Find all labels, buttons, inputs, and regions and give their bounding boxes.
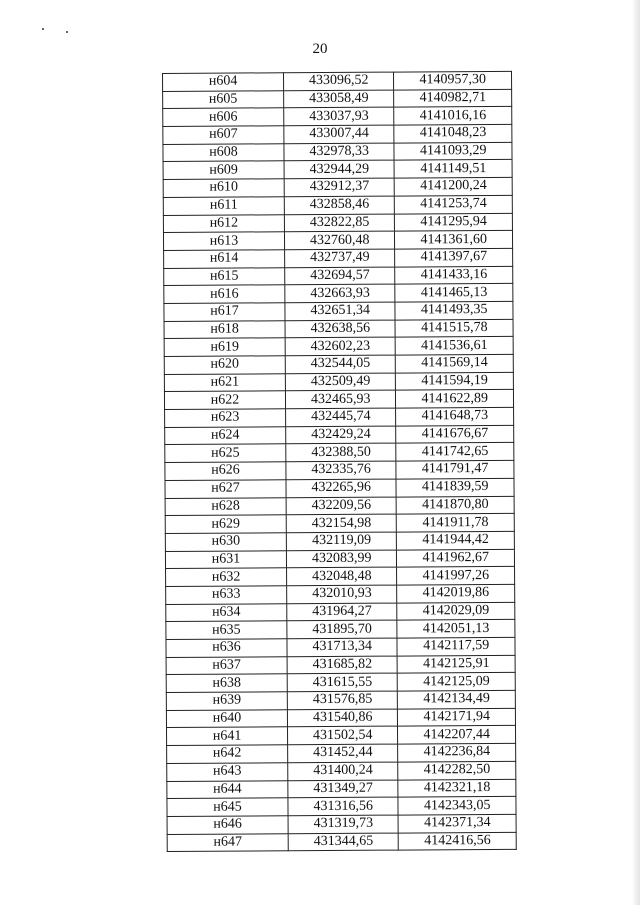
x-coordinate-cell: 432822,85 bbox=[284, 214, 395, 232]
x-coordinate-cell: 431400,24 bbox=[288, 762, 399, 780]
x-coordinate-cell: 432154,98 bbox=[286, 514, 397, 532]
table-row bbox=[164, 390, 513, 410]
point-id-cell: н611 bbox=[163, 197, 284, 215]
point-id-cell: н632 bbox=[166, 568, 287, 586]
point-id-cell: н630 bbox=[165, 533, 286, 551]
y-coordinate-cell: 4141911,78 bbox=[397, 514, 515, 532]
table-row bbox=[166, 637, 515, 657]
table-row bbox=[166, 584, 515, 604]
x-coordinate-cell: 431319,73 bbox=[288, 815, 399, 833]
table-row bbox=[164, 266, 513, 286]
x-coordinate-cell: 431713,34 bbox=[287, 638, 398, 656]
y-coordinate-cell: 4142125,09 bbox=[398, 673, 516, 691]
table-row bbox=[165, 407, 514, 427]
point-id-cell: н609 bbox=[163, 161, 284, 179]
x-coordinate-cell: 432760,48 bbox=[284, 231, 395, 249]
x-coordinate-cell: 431540,86 bbox=[287, 709, 398, 727]
point-id-cell: н621 bbox=[164, 373, 285, 391]
y-coordinate-cell: 4141361,60 bbox=[395, 231, 513, 249]
point-id-cell: н617 bbox=[164, 303, 285, 321]
y-coordinate-cell: 4142236,84 bbox=[398, 743, 516, 761]
y-coordinate-cell: 4141465,13 bbox=[395, 284, 513, 302]
y-coordinate-cell: 4142343,05 bbox=[398, 797, 516, 815]
y-coordinate-cell: 4142125,91 bbox=[398, 655, 516, 673]
x-coordinate-cell: 431576,85 bbox=[287, 691, 398, 709]
y-coordinate-cell: 4141515,78 bbox=[395, 319, 513, 337]
y-coordinate-cell: 4141295,94 bbox=[395, 213, 513, 231]
table-row bbox=[163, 231, 512, 251]
point-id-cell: н635 bbox=[166, 621, 287, 639]
point-id-cell: н643 bbox=[167, 763, 288, 781]
point-id-cell: н639 bbox=[166, 692, 287, 710]
table-row bbox=[167, 832, 516, 852]
table-row bbox=[165, 496, 514, 516]
x-coordinate-cell: 432912,37 bbox=[284, 178, 395, 196]
point-id-cell: н614 bbox=[164, 250, 285, 268]
point-id-cell: н636 bbox=[166, 639, 287, 657]
x-coordinate-cell: 432858,46 bbox=[284, 196, 395, 214]
y-coordinate-cell: 4142416,56 bbox=[399, 832, 517, 850]
x-coordinate-cell: 431316,56 bbox=[288, 797, 399, 815]
x-coordinate-cell: 431349,27 bbox=[288, 780, 399, 798]
table-row bbox=[163, 142, 512, 162]
table-row bbox=[165, 478, 514, 498]
x-coordinate-cell: 432048,48 bbox=[287, 567, 398, 585]
table-row bbox=[166, 673, 515, 693]
y-coordinate-cell: 4141742,65 bbox=[396, 443, 514, 461]
y-coordinate-cell: 4141433,16 bbox=[395, 266, 513, 284]
point-id-cell: н633 bbox=[166, 586, 287, 604]
x-coordinate-cell: 431344,65 bbox=[288, 833, 399, 851]
table-row bbox=[164, 372, 513, 392]
table-row bbox=[163, 177, 512, 197]
point-id-cell: н647 bbox=[167, 833, 288, 851]
x-coordinate-cell: 433037,93 bbox=[284, 107, 395, 125]
x-coordinate-cell: 432509,49 bbox=[285, 373, 396, 391]
x-coordinate-cell: 432544,05 bbox=[285, 355, 396, 373]
table-row bbox=[166, 708, 515, 728]
table-row bbox=[164, 248, 513, 268]
x-coordinate-cell: 432663,93 bbox=[285, 284, 396, 302]
x-coordinate-cell: 432465,93 bbox=[285, 390, 396, 408]
point-id-cell: н620 bbox=[164, 356, 285, 374]
y-coordinate-cell: 4142029,09 bbox=[397, 602, 515, 620]
table-row bbox=[167, 797, 516, 817]
y-coordinate-cell: 4141648,73 bbox=[396, 407, 514, 425]
page-number: 20 bbox=[312, 41, 328, 57]
x-coordinate-cell: 431502,54 bbox=[287, 727, 398, 745]
x-coordinate-cell: 432335,76 bbox=[286, 461, 397, 479]
point-id-cell: н607 bbox=[163, 126, 284, 144]
scan-speck bbox=[42, 28, 44, 30]
table-row bbox=[163, 124, 512, 144]
y-coordinate-cell: 4142117,59 bbox=[397, 637, 515, 655]
point-id-cell: н622 bbox=[164, 391, 285, 409]
y-coordinate-cell: 4141493,35 bbox=[395, 301, 513, 319]
y-coordinate-cell: 4141016,16 bbox=[394, 107, 512, 125]
table-row bbox=[167, 779, 516, 799]
point-id-cell: н608 bbox=[163, 144, 284, 162]
table-row bbox=[163, 71, 512, 91]
table-row bbox=[164, 319, 513, 339]
y-coordinate-cell: 4141569,14 bbox=[396, 354, 514, 372]
point-id-cell: н619 bbox=[164, 338, 285, 356]
y-coordinate-cell: 4141791,47 bbox=[396, 460, 514, 478]
table-row bbox=[165, 443, 514, 463]
x-coordinate-cell: 432978,33 bbox=[284, 143, 395, 161]
scan-speck bbox=[66, 31, 68, 33]
x-coordinate-cell: 431615,55 bbox=[287, 673, 398, 691]
table-row bbox=[163, 89, 512, 109]
table-row bbox=[164, 337, 513, 357]
x-coordinate-cell: 432737,49 bbox=[285, 249, 396, 267]
x-coordinate-cell: 432638,56 bbox=[285, 320, 396, 338]
x-coordinate-cell: 431452,44 bbox=[288, 744, 399, 762]
point-id-cell: н638 bbox=[166, 674, 287, 692]
y-coordinate-cell: 4141594,19 bbox=[396, 372, 514, 390]
y-coordinate-cell: 4142134,49 bbox=[398, 690, 516, 708]
table-row bbox=[167, 726, 516, 746]
table-row bbox=[165, 549, 514, 569]
point-id-cell: н646 bbox=[167, 816, 288, 834]
x-coordinate-cell: 432694,57 bbox=[285, 267, 396, 285]
point-id-cell: н625 bbox=[165, 444, 286, 462]
point-id-cell: н631 bbox=[165, 550, 286, 568]
y-coordinate-cell: 4142019,86 bbox=[397, 584, 515, 602]
table-row bbox=[165, 425, 514, 445]
x-coordinate-cell: 432429,24 bbox=[286, 426, 397, 444]
point-id-cell: н616 bbox=[164, 285, 285, 303]
x-coordinate-cell: 432445,74 bbox=[286, 408, 397, 426]
point-id-cell: н637 bbox=[166, 656, 287, 674]
y-coordinate-cell: 4141536,61 bbox=[396, 337, 514, 355]
point-id-cell: н642 bbox=[167, 745, 288, 763]
point-id-cell: н612 bbox=[163, 214, 284, 232]
y-coordinate-cell: 4141253,74 bbox=[395, 195, 513, 213]
point-id-cell: н624 bbox=[165, 427, 286, 445]
y-coordinate-cell: 4140957,30 bbox=[394, 71, 512, 89]
x-coordinate-cell: 432651,34 bbox=[285, 302, 396, 320]
point-id-cell: н640 bbox=[166, 709, 287, 727]
x-coordinate-cell: 432265,96 bbox=[286, 479, 397, 497]
y-coordinate-cell: 4141397,67 bbox=[395, 248, 513, 266]
y-coordinate-cell: 4142371,34 bbox=[399, 814, 517, 832]
y-coordinate-cell: 4141622,89 bbox=[396, 390, 514, 408]
y-coordinate-cell: 4141839,59 bbox=[396, 478, 514, 496]
point-id-cell: н626 bbox=[165, 462, 286, 480]
point-id-cell: н628 bbox=[165, 497, 286, 515]
table-row bbox=[166, 602, 515, 622]
x-coordinate-cell: 432010,93 bbox=[287, 585, 398, 603]
table-row bbox=[163, 160, 512, 180]
y-coordinate-cell: 4142051,13 bbox=[397, 620, 515, 638]
y-coordinate-cell: 4141200,24 bbox=[395, 177, 513, 195]
x-coordinate-cell: 431685,82 bbox=[287, 656, 398, 674]
table-row bbox=[166, 690, 515, 710]
table-row bbox=[163, 195, 512, 215]
y-coordinate-cell: 4141048,23 bbox=[394, 124, 512, 142]
x-coordinate-cell: 431895,70 bbox=[287, 620, 398, 638]
y-coordinate-cell: 4141093,29 bbox=[394, 142, 512, 160]
point-id-cell: н641 bbox=[167, 727, 288, 745]
point-id-cell: н618 bbox=[164, 320, 285, 338]
table-row bbox=[165, 514, 514, 534]
x-coordinate-cell: 433007,44 bbox=[284, 125, 395, 143]
y-coordinate-cell: 4141962,67 bbox=[397, 549, 515, 567]
point-id-cell: н610 bbox=[163, 179, 284, 197]
table-row bbox=[163, 107, 512, 127]
table-row bbox=[167, 814, 516, 834]
table-row bbox=[164, 284, 513, 304]
y-coordinate-cell: 4141944,42 bbox=[397, 531, 515, 549]
table-row bbox=[166, 620, 515, 640]
table-row bbox=[167, 761, 516, 781]
x-coordinate-cell: 433058,49 bbox=[284, 90, 395, 108]
x-coordinate-cell: 432083,99 bbox=[286, 550, 397, 568]
y-coordinate-cell: 4140982,71 bbox=[394, 89, 512, 107]
point-id-cell: н629 bbox=[165, 515, 286, 533]
point-id-cell: н606 bbox=[163, 108, 284, 126]
coordinates-table bbox=[162, 71, 517, 852]
table-row bbox=[167, 743, 516, 763]
y-coordinate-cell: 4142321,18 bbox=[398, 779, 516, 797]
x-coordinate-cell: 433096,52 bbox=[284, 72, 395, 90]
y-coordinate-cell: 4141676,67 bbox=[396, 425, 514, 443]
table-row bbox=[163, 213, 512, 233]
x-coordinate-cell: 432119,09 bbox=[286, 532, 397, 550]
x-coordinate-cell: 432602,23 bbox=[285, 337, 396, 355]
scan-edge bbox=[632, 0, 640, 905]
point-id-cell: н604 bbox=[163, 73, 284, 91]
point-id-cell: н615 bbox=[164, 267, 285, 285]
x-coordinate-cell: 431964,27 bbox=[287, 603, 398, 621]
table-row bbox=[166, 655, 515, 675]
point-id-cell: н645 bbox=[167, 798, 288, 816]
y-coordinate-cell: 4142207,44 bbox=[398, 726, 516, 744]
point-id-cell: н605 bbox=[163, 90, 284, 108]
table-row bbox=[165, 531, 514, 551]
point-id-cell: н627 bbox=[165, 480, 286, 498]
table-row bbox=[164, 301, 513, 321]
y-coordinate-cell: 4141149,51 bbox=[395, 160, 513, 178]
point-id-cell: н613 bbox=[163, 232, 284, 250]
y-coordinate-cell: 4141997,26 bbox=[397, 567, 515, 585]
table-row bbox=[166, 567, 515, 587]
coordinates-table-body bbox=[163, 71, 517, 851]
y-coordinate-cell: 4142171,94 bbox=[398, 708, 516, 726]
x-coordinate-cell: 432388,50 bbox=[286, 444, 397, 462]
point-id-cell: н623 bbox=[165, 409, 286, 427]
table-row bbox=[164, 354, 513, 374]
y-coordinate-cell: 4142282,50 bbox=[398, 761, 516, 779]
x-coordinate-cell: 432944,29 bbox=[284, 161, 395, 179]
point-id-cell: н634 bbox=[166, 603, 287, 621]
point-id-cell: н644 bbox=[167, 780, 288, 798]
x-coordinate-cell: 432209,56 bbox=[286, 497, 397, 515]
y-coordinate-cell: 4141870,80 bbox=[397, 496, 515, 514]
table-row bbox=[165, 460, 514, 480]
